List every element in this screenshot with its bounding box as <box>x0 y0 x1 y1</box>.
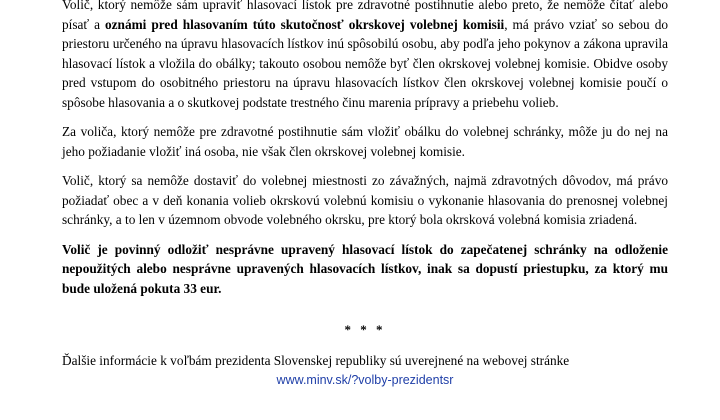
separator-stars: * * * <box>344 322 386 337</box>
paragraph-assistance-text-before: Volič, ktorý nemôže sám upraviť hlasovací lístok pre zdravotné postihnutie alebo preto, že nemôže čítať alebo písať a <box>62 0 668 32</box>
paragraph-penalty <box>62 240 668 299</box>
paragraph-envelope-text: Za voliča, ktorý nemôže pre zdravotné postihnutie sám vložiť obálku do volebnej schránky, môže ju do nej na jeho požiadanie vložiť iná osoba, nie však člen okrskovej volebnej komisie. <box>62 124 668 159</box>
paragraph-envelope <box>62 122 668 161</box>
paragraph-assistance <box>62 0 668 112</box>
paragraph-assistance-text-after: , má právo vziať so sebou do priestoru určeného na úpravu hlasovacích lístkov inú spôsobilú osobu, aby podľa jeho pokynov a zákona upravila hlasovací lístok a vložila do obálky; takouto osobou nemôže byť člen okrskovej volebnej komisie. Obidve osoby pred vstupom do osobitného priestoru na úpravu hlasovacích lístkov člen okrskovej volebnej komisie poučí o spôsobe hlasovania a o skutkovej podstate trestného činu marenia prípravy a priebehu volieb. <box>62 16 668 110</box>
info-text: Ďalšie informácie k voľbám prezidenta Slovenskej republiky sú uverejnené na webovej stránke <box>62 353 570 368</box>
website-link-line <box>62 371 668 389</box>
document-page <box>62 0 668 389</box>
paragraph-portable-box <box>62 171 668 230</box>
paragraph-penalty-text: Volič je povinný odložiť nesprávne upravený hlasovací lístok do zapečatenej schránky na odloženie nepoužitých alebo nesprávne upravených hlasovacích lístkov, inak sa dopustí priestupku, za ktorý mu bude uložená pokuta 33 eur. <box>62 241 668 296</box>
paragraph-portable-box-text: Volič, ktorý sa nemôže dostaviť do volebnej miestnosti zo závažných, najmä zdravotných dôvodov, má právo požiadať obec a v deň konania volieb okrskovú volebnú komisiu o vykonanie hlasovania do prenosnej volebnej schránky, a to len v územnom obvode volebného okrsku, pre ktorý bola okrsková volebná komisia zriadená. <box>62 173 668 227</box>
paragraph-assistance-bold-text: oznámi pred hlasovaním túto skutočnosť okrskovej volebnej komisii <box>105 16 505 32</box>
website-link[interactable]: www.minv.sk/?volby-prezidentsr <box>276 372 454 387</box>
